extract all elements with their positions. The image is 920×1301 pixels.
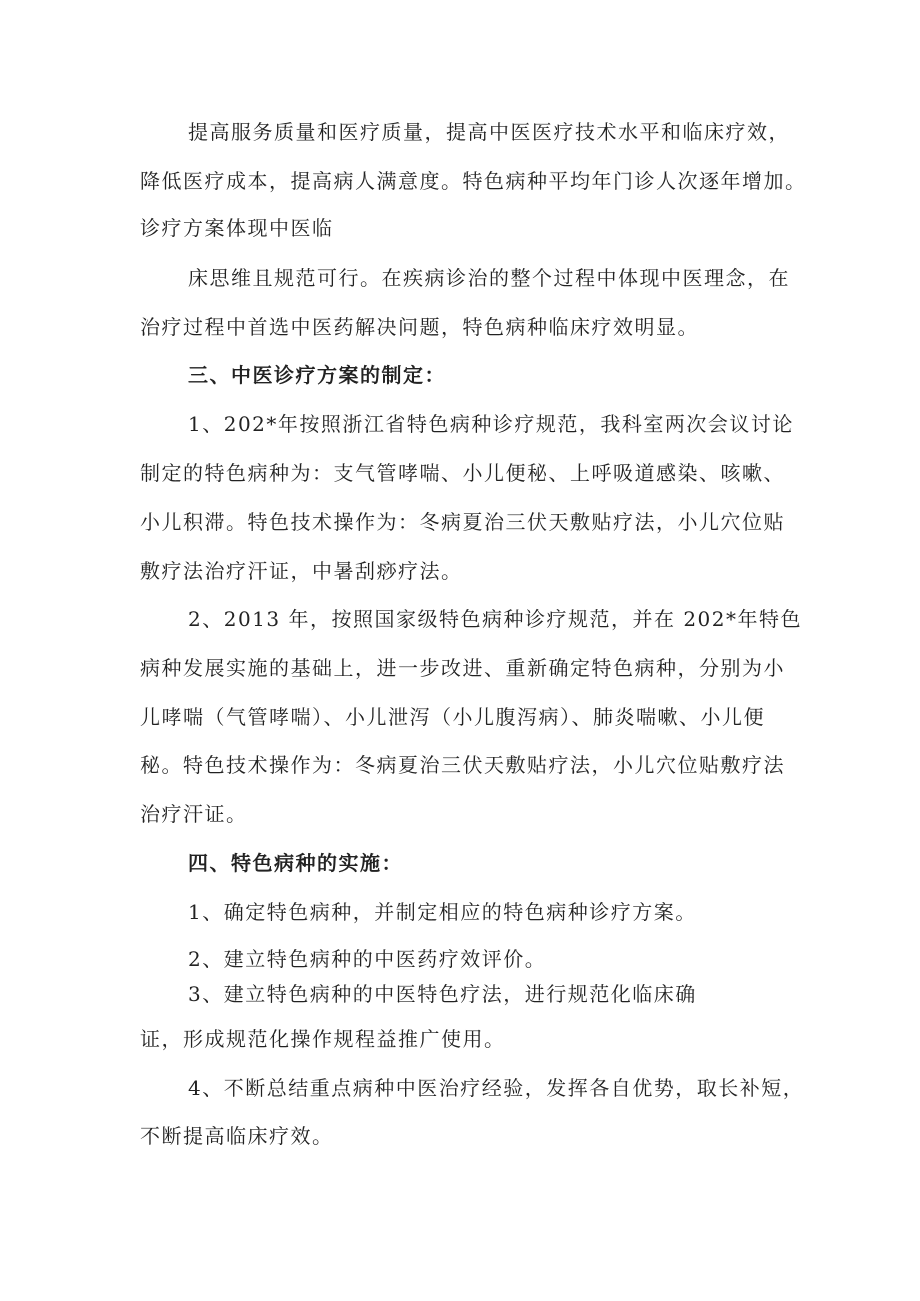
paragraph-line: 证，形成规范化操作规程益推广使用。 — [140, 1027, 506, 1051]
list-item: 4、不断总结重点病种中医治疗经验，发挥各自优势，取长补短， — [188, 1076, 805, 1100]
list-item: 1、确定特色病种，并制定相应的特色病种诊疗方案。 — [188, 900, 697, 924]
paragraph-line: 床思维且规范可行。在疾病诊治的整个过程中体现中医理念，在 — [188, 266, 790, 290]
paragraph-line: 提高服务质量和医疗质量，提高中医医疗技术水平和临床疗效， — [188, 120, 790, 144]
paragraph-line: 敷疗法治疗汗证，中暑刮痧疗法。 — [140, 559, 463, 583]
section-heading: 三、中医诊疗方案的制定： — [188, 363, 446, 387]
paragraph-line: 降低医疗成本，提高病人满意度。特色病种平均年门诊人次逐年增加。 — [140, 169, 807, 193]
paragraph-line: 1、202*年按照浙江省特色病种诊疗规范，我科室两次会议讨论 — [188, 412, 794, 436]
list-item: 3、建立特色病种的中医特色疗法，进行规范化临床确 — [188, 982, 697, 1006]
paragraph-line: 制定的特色病种为：支气管哮喘、小儿便秘、上呼吸道感染、咳嗽、 — [140, 461, 785, 485]
paragraph-line: 治疗过程中首选中医药解决问题，特色病种临床疗效明显。 — [140, 315, 699, 339]
paragraph-line: 秘。特色技术操作为：冬病夏治三伏天敷贴疗法，小儿穴位贴敷疗法 — [140, 753, 785, 777]
paragraph-line: 病种发展实施的基础上，进一步改进、重新确定特色病种，分别为小 — [140, 656, 785, 680]
paragraph-line: 2、2013 年，按照国家级特色病种诊疗规范，并在 202*年特色 — [188, 607, 803, 631]
paragraph-line: 儿哮喘（气管哮喘）、小儿泄泻（小儿腹泻病）、肺炎喘嗽、小儿便 — [140, 705, 765, 729]
paragraph-line: 小儿积滞。特色技术操作为：冬病夏治三伏天敷贴疗法，小儿穴位贴 — [140, 510, 785, 534]
paragraph-line: 治疗汗证。 — [140, 802, 248, 826]
section-heading: 四、特色病种的实施： — [188, 851, 403, 875]
list-item: 2、建立特色病种的中医药疗效评价。 — [188, 947, 547, 971]
paragraph-line: 诊疗方案体现中医临 — [140, 216, 334, 240]
paragraph-line: 不断提高临床疗效。 — [140, 1124, 334, 1148]
